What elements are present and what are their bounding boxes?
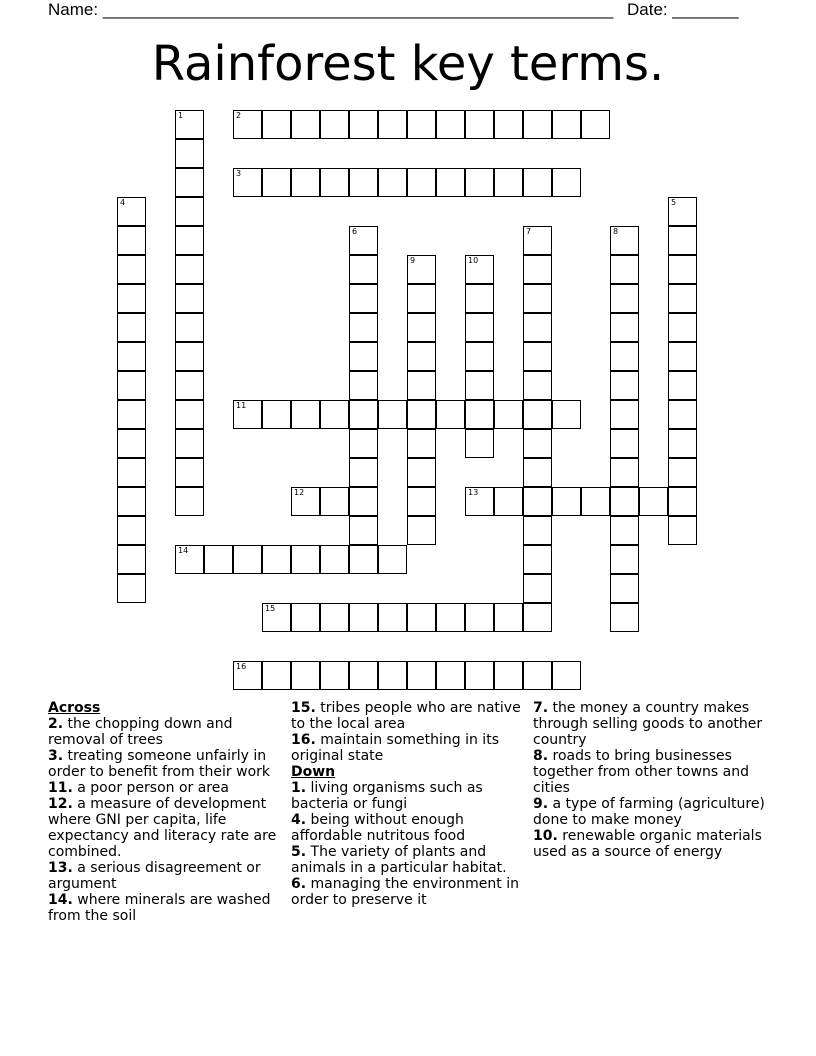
- clue-text: a poor person or area: [77, 780, 229, 796]
- name-label: Name:: [48, 0, 99, 19]
- grid-cell[interactable]: [262, 545, 291, 574]
- grid-cell[interactable]: [610, 458, 639, 487]
- grid-cell[interactable]: [523, 516, 552, 545]
- grid-cell[interactable]: [175, 255, 204, 284]
- grid-cell[interactable]: [436, 400, 465, 429]
- grid-cell[interactable]: [117, 255, 146, 284]
- clue-down: [291, 844, 521, 876]
- clues-col-3: [533, 700, 773, 860]
- cell-number: 9: [410, 256, 416, 265]
- grid-cell[interactable]: [552, 110, 581, 139]
- grid-cell[interactable]: [610, 226, 639, 255]
- grid-cell[interactable]: [552, 168, 581, 197]
- grid-cell[interactable]: [668, 371, 697, 400]
- grid-cell[interactable]: [407, 603, 436, 632]
- clue-across: [48, 892, 278, 924]
- grid-cell[interactable]: [175, 197, 204, 226]
- grid-cell[interactable]: [378, 110, 407, 139]
- clue-down: [291, 876, 521, 908]
- grid-cell[interactable]: [349, 661, 378, 690]
- grid-cell[interactable]: [465, 371, 494, 400]
- page-title: Rainforest key terms.: [151, 36, 665, 92]
- grid-cell[interactable]: [117, 545, 146, 574]
- grid-cell[interactable]: [349, 255, 378, 284]
- grid-cell[interactable]: [668, 197, 697, 226]
- clue-text: a type of farming (agriculture) done to make money: [533, 796, 765, 828]
- grid-cell[interactable]: [117, 574, 146, 603]
- clue-across: [48, 716, 278, 748]
- cell-number: 10: [468, 256, 479, 265]
- clue-across: [48, 860, 278, 892]
- clue-number: 4.: [291, 812, 307, 828]
- date-field[interactable]: [627, 0, 739, 20]
- grid-cell[interactable]: [523, 400, 552, 429]
- clue-across: [291, 732, 521, 764]
- clue-down: [291, 812, 521, 844]
- cell-number: 1: [178, 111, 184, 120]
- grid-cell[interactable]: [436, 661, 465, 690]
- clue-text: renewable organic materials used as a source of energy: [533, 828, 762, 860]
- grid-cell[interactable]: [117, 429, 146, 458]
- grid-cell[interactable]: [349, 342, 378, 371]
- grid-cell[interactable]: [349, 284, 378, 313]
- grid-cell[interactable]: [523, 342, 552, 371]
- name-field[interactable]: [48, 0, 613, 20]
- grid-cell[interactable]: [610, 574, 639, 603]
- grid-cell[interactable]: [262, 168, 291, 197]
- date-line: _______: [672, 0, 739, 19]
- grid-cell[interactable]: [204, 545, 233, 574]
- grid-cell[interactable]: [494, 110, 523, 139]
- grid-cell[interactable]: [175, 458, 204, 487]
- grid-cell[interactable]: [494, 400, 523, 429]
- clue-text: a measure of development where GNI per capita, life expectancy and literacy rate are combined.: [48, 796, 277, 860]
- grid-cell[interactable]: [378, 400, 407, 429]
- clue-number: 13.: [48, 860, 73, 876]
- grid-cell[interactable]: [349, 603, 378, 632]
- grid-cell[interactable]: [668, 313, 697, 342]
- clues-col-1: [48, 700, 278, 924]
- grid-cell[interactable]: [407, 342, 436, 371]
- grid-cell[interactable]: [117, 342, 146, 371]
- grid-cell[interactable]: [610, 545, 639, 574]
- grid-cell[interactable]: [117, 487, 146, 516]
- grid-cell[interactable]: [668, 516, 697, 545]
- clue-text: treating someone unfairly in order to benefit from their work: [48, 748, 271, 780]
- grid-cell[interactable]: [668, 255, 697, 284]
- grid-cell[interactable]: [378, 545, 407, 574]
- grid-cell[interactable]: [465, 429, 494, 458]
- grid-cell[interactable]: [523, 255, 552, 284]
- grid-cell[interactable]: [349, 168, 378, 197]
- grid-cell[interactable]: [494, 168, 523, 197]
- grid-cell[interactable]: [407, 429, 436, 458]
- grid-cell[interactable]: [175, 284, 204, 313]
- grid-cell[interactable]: [523, 545, 552, 574]
- grid-cell[interactable]: [407, 400, 436, 429]
- grid-cell[interactable]: [610, 603, 639, 632]
- grid-cell[interactable]: [523, 574, 552, 603]
- grid-cell[interactable]: [349, 400, 378, 429]
- clue-number: 15.: [291, 700, 316, 716]
- clue-number: 5.: [291, 844, 307, 860]
- grid-cell[interactable]: [233, 545, 262, 574]
- grid-cell[interactable]: [610, 429, 639, 458]
- grid-cell[interactable]: [465, 661, 494, 690]
- cell-number: 8: [613, 227, 619, 236]
- grid-cell[interactable]: [117, 458, 146, 487]
- grid-cell[interactable]: [523, 110, 552, 139]
- grid-cell[interactable]: [117, 371, 146, 400]
- grid-cell[interactable]: [610, 342, 639, 371]
- grid-cell[interactable]: [523, 458, 552, 487]
- clue-number: 6.: [291, 876, 307, 892]
- cell-number: 4: [120, 198, 126, 207]
- grid-cell[interactable]: [523, 487, 552, 516]
- grid-cell[interactable]: [465, 487, 494, 516]
- clue-text: The variety of plants and animals in a particular habitat.: [291, 844, 507, 876]
- down-heading: Down: [291, 764, 336, 780]
- grid-cell[interactable]: [349, 110, 378, 139]
- grid-cell[interactable]: [465, 342, 494, 371]
- clue-text: maintain something in its original state: [291, 732, 499, 764]
- grid-cell[interactable]: [175, 487, 204, 516]
- grid-cell[interactable]: [117, 226, 146, 255]
- clue-number: 11.: [48, 780, 73, 796]
- grid-cell[interactable]: [465, 603, 494, 632]
- grid-cell[interactable]: [610, 516, 639, 545]
- grid-cell[interactable]: [117, 284, 146, 313]
- cell-number: 16: [236, 662, 247, 671]
- grid-cell[interactable]: [523, 603, 552, 632]
- clue-number: 2.: [48, 716, 64, 732]
- grid-cell[interactable]: [233, 168, 262, 197]
- grid-cell[interactable]: [523, 168, 552, 197]
- grid-cell[interactable]: [291, 110, 320, 139]
- grid-cell[interactable]: [262, 661, 291, 690]
- grid-cell[interactable]: [523, 371, 552, 400]
- grid-cell[interactable]: [320, 661, 349, 690]
- grid-cell[interactable]: [668, 342, 697, 371]
- grid-cell[interactable]: [465, 400, 494, 429]
- clue-number: 12.: [48, 796, 73, 812]
- grid-cell[interactable]: [494, 661, 523, 690]
- clue-down: [533, 796, 773, 828]
- grid-cell[interactable]: [175, 400, 204, 429]
- grid-cell[interactable]: [175, 342, 204, 371]
- grid-cell[interactable]: [175, 545, 204, 574]
- grid-cell[interactable]: [262, 110, 291, 139]
- grid-cell[interactable]: [465, 255, 494, 284]
- grid-cell[interactable]: [465, 313, 494, 342]
- cell-number: 11: [236, 401, 247, 410]
- grid-cell[interactable]: [407, 255, 436, 284]
- clue-text: living organisms such as bacteria or fungi: [291, 780, 483, 812]
- grid-cell[interactable]: [407, 516, 436, 545]
- grid-cell[interactable]: [523, 661, 552, 690]
- grid-cell[interactable]: [523, 313, 552, 342]
- grid-cell[interactable]: [552, 661, 581, 690]
- grid-cell[interactable]: [320, 400, 349, 429]
- grid-cell[interactable]: [175, 371, 204, 400]
- clue-down: [291, 780, 521, 812]
- cell-number: 12: [294, 488, 305, 497]
- grid-cell[interactable]: [349, 545, 378, 574]
- grid-cell[interactable]: [175, 429, 204, 458]
- grid-cell[interactable]: [610, 255, 639, 284]
- grid-cell[interactable]: [465, 284, 494, 313]
- clue-number: 9.: [533, 796, 549, 812]
- grid-cell[interactable]: [668, 458, 697, 487]
- grid-cell[interactable]: [610, 487, 639, 516]
- grid-cell[interactable]: [610, 400, 639, 429]
- grid-cell[interactable]: [407, 284, 436, 313]
- grid-cell[interactable]: [349, 487, 378, 516]
- cell-number: 5: [671, 198, 677, 207]
- grid-cell[interactable]: [233, 661, 262, 690]
- grid-cell[interactable]: [610, 284, 639, 313]
- date-label: Date:: [627, 0, 668, 19]
- grid-cell[interactable]: [349, 458, 378, 487]
- clue-text: the chopping down and removal of trees: [48, 716, 233, 748]
- cell-number: 2: [236, 111, 242, 120]
- clue-across: [291, 700, 521, 732]
- grid-cell[interactable]: [175, 168, 204, 197]
- grid-cell[interactable]: [117, 400, 146, 429]
- clue-number: 16.: [291, 732, 316, 748]
- clue-text: managing the environment in order to preserve it: [291, 876, 519, 908]
- grid-cell[interactable]: [175, 313, 204, 342]
- grid-cell[interactable]: [436, 603, 465, 632]
- cell-number: 13: [468, 488, 479, 497]
- clue-down: [533, 700, 773, 748]
- grid-cell[interactable]: [175, 110, 204, 139]
- grid-cell[interactable]: [610, 313, 639, 342]
- grid-cell[interactable]: [349, 371, 378, 400]
- grid-cell[interactable]: [668, 400, 697, 429]
- grid-cell[interactable]: [581, 487, 610, 516]
- grid-cell[interactable]: [436, 168, 465, 197]
- grid-cell[interactable]: [494, 603, 523, 632]
- grid-cell[interactable]: [320, 168, 349, 197]
- clue-number: 8.: [533, 748, 549, 764]
- clue-down: [533, 828, 773, 860]
- grid-cell[interactable]: [407, 110, 436, 139]
- grid-cell[interactable]: [639, 487, 668, 516]
- grid-cell[interactable]: [175, 139, 204, 168]
- clue-across: [48, 748, 278, 780]
- grid-cell[interactable]: [668, 429, 697, 458]
- grid-cell[interactable]: [407, 487, 436, 516]
- cell-number: 6: [352, 227, 358, 236]
- clue-text: being without enough affordable nutritous food: [291, 812, 466, 844]
- grid-cell[interactable]: [494, 487, 523, 516]
- grid-cell[interactable]: [349, 313, 378, 342]
- grid-cell[interactable]: [581, 110, 610, 139]
- grid-cell[interactable]: [117, 313, 146, 342]
- grid-cell[interactable]: [117, 516, 146, 545]
- grid-cell[interactable]: [320, 487, 349, 516]
- grid-cell[interactable]: [349, 429, 378, 458]
- grid-cell[interactable]: [233, 110, 262, 139]
- clue-number: 3.: [48, 748, 64, 764]
- clue-across: [48, 780, 278, 796]
- clue-number: 14.: [48, 892, 73, 908]
- clue-number: 10.: [533, 828, 558, 844]
- grid-cell[interactable]: [320, 603, 349, 632]
- grid-cell[interactable]: [523, 226, 552, 255]
- grid-cell[interactable]: [378, 168, 407, 197]
- across-heading: Across: [48, 700, 101, 716]
- grid-cell[interactable]: [668, 487, 697, 516]
- clue-number: 1.: [291, 780, 307, 796]
- grid-cell[interactable]: [407, 313, 436, 342]
- clue-text: tribes people who are native to the local area: [291, 700, 521, 732]
- cell-number: 7: [526, 227, 532, 236]
- grid-cell[interactable]: [407, 661, 436, 690]
- clue-number: 7.: [533, 700, 549, 716]
- clue-across: [48, 796, 278, 860]
- grid-cell[interactable]: [436, 110, 465, 139]
- grid-cell[interactable]: [610, 371, 639, 400]
- grid-cell[interactable]: [668, 226, 697, 255]
- grid-cell[interactable]: [291, 487, 320, 516]
- grid-cell[interactable]: [175, 226, 204, 255]
- cell-number: 3: [236, 169, 242, 178]
- clue-text: roads to bring businesses together from other towns and cities: [533, 748, 749, 796]
- cell-number: 15: [265, 604, 276, 613]
- grid-cell[interactable]: [523, 284, 552, 313]
- grid-cell[interactable]: [233, 400, 262, 429]
- clue-text: the money a country makes through selling goods to another country: [533, 700, 763, 748]
- grid-cell[interactable]: [262, 603, 291, 632]
- clue-text: where minerals are washed from the soil: [48, 892, 271, 924]
- grid-cell[interactable]: [117, 197, 146, 226]
- cell-number: 14: [178, 546, 189, 555]
- grid-cell[interactable]: [378, 661, 407, 690]
- grid-cell[interactable]: [320, 545, 349, 574]
- grid-cell[interactable]: [465, 110, 494, 139]
- grid-cell[interactable]: [291, 400, 320, 429]
- grid-cell[interactable]: [407, 458, 436, 487]
- grid-cell[interactable]: [378, 603, 407, 632]
- name-line: ______________________________________________________: [102, 0, 614, 19]
- grid-cell[interactable]: [291, 603, 320, 632]
- grid-cell[interactable]: [552, 400, 581, 429]
- grid-cell[interactable]: [349, 516, 378, 545]
- grid-cell[interactable]: [552, 487, 581, 516]
- grid-cell[interactable]: [523, 429, 552, 458]
- grid-cell[interactable]: [291, 545, 320, 574]
- clues-col-2: [291, 700, 521, 908]
- grid-cell[interactable]: [291, 168, 320, 197]
- grid-cell[interactable]: [262, 400, 291, 429]
- grid-cell[interactable]: [320, 110, 349, 139]
- grid-cell[interactable]: [465, 168, 494, 197]
- grid-cell[interactable]: [291, 661, 320, 690]
- grid-cell[interactable]: [668, 284, 697, 313]
- grid-cell[interactable]: [407, 168, 436, 197]
- grid-cell[interactable]: [407, 371, 436, 400]
- grid-cell[interactable]: [349, 226, 378, 255]
- clue-text: a serious disagreement or argument: [48, 860, 261, 892]
- clue-down: [533, 748, 773, 796]
